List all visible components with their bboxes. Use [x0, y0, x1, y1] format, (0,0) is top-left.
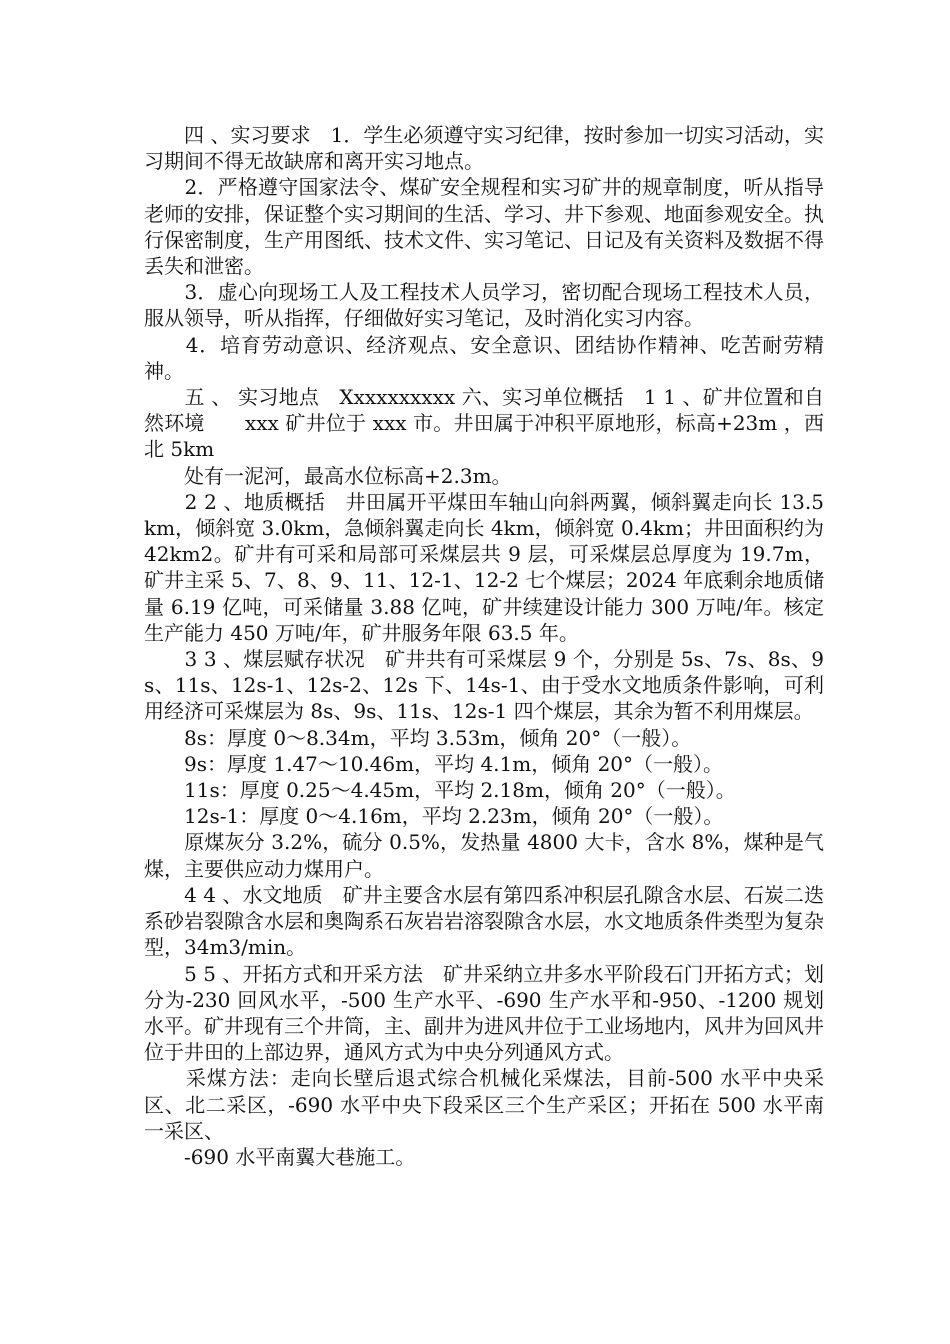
paragraph-mining-method: 采煤方法：走向长壁后退式综合机械化采煤法，目前-500 水平中央采区、北二采区，-690 水平中央下段采区三个生产采区；开拓在 500 水平南一采区、 — [144, 1066, 824, 1143]
paragraph-river: 处有一泥河，最高水位标高+2.3m。 — [144, 463, 512, 488]
paragraph-coal-quality: 原煤灰分 3.2%，硫分 0.5%，发热量 4800 大卡，含水 8%，煤种是气煤，主要供应动力煤用户。 — [144, 830, 824, 881]
paragraph-seam-12s-1: 12s-1：厚度 0～4.16m，平均 2.23m，倾角 20°（一般）。 — [144, 804, 724, 829]
paragraph-development-method: 5 5 、开拓方式和开采方法 矿井采纳立井多水平阶段石门开拓方式；划分为-230 回风水平，-500 生产水平、-690 生产水平和-950、-1200 规划水平。矿井现有三个井筒，主、副井为进风井位于工业场地内，风井为回风井位于井田的上部边界，通风方式为中央分列通风方式。 — [144, 961, 824, 1065]
paragraph-internship-requirements-2: 2．严格遵守国家法令、煤矿安全规程和实习矿井的规章制度，听从指导老师的安排，保证整个实习期间的生活、学习、井下参观、地面参观安全。执行保密制度，生产用图纸、技术文件、实习笔记、日记及有关资料及数据不得丢失和泄密。 — [144, 175, 824, 279]
paragraph-internship-requirements-3: 3．虚心向现场工人及工程技术人员学习，密切配合现场工程技术人员，服从领导，听从指挥，仔细做好实习笔记，及时消化实习内容。 — [144, 280, 824, 331]
paragraph-internship-requirements-4: 4．培育劳动意识、经济观点、安全意识、团结协作精神、吃苦耐劳精神。 — [144, 332, 824, 383]
paragraph-seam-8s: 8s：厚度 0～8.34m，平均 3.53m，倾角 20°（一般）。 — [144, 725, 692, 750]
paragraph-geology: 2 2 、地质概括 井田属开平煤田车轴山向斜两翼，倾斜翼走向长 13.5km，倾斜宽 3.0km，急倾斜翼走向长 4km，倾斜宽 0.4km；井田面积约为 42km2。矿井有可采和局部可采煤层共 9 层，可采煤层总厚度为 19.7m，矿井主采 5、7、8、9、11、12-1、12-2 七个煤层；2024 年底剩余地质储量 6.19 亿吨，可采储量 3.88 亿吨，矿井续建设计能力 300 万吨/年。核定生产能力 450 万吨/年，矿井服务年限 63.5 年。 — [144, 489, 831, 645]
paragraph-roadway-construction: -690 水平南翼大巷施工。 — [144, 1144, 416, 1169]
paragraph-coal-seams: 3 3 、煤层赋存状况 矿井共有可采煤层 9 个，分别是 5s、7s、8s、9s、11s、12s-1、12s-2、12s 下、14s-1、由于受水文地质条件影响，可利用经济可采煤层为 8s、9s、11s、12s-1 四个煤层，其余为暂不利用煤层。 — [144, 647, 824, 724]
paragraph-hydrogeology: 4 4 、水文地质 矿井主要含水层有第四系冲积层孔隙含水层、石炭二迭系砂岩裂隙含水层和奥陶系石灰岩岩溶裂隙含水层，水文地质条件类型为复杂型，34m3/min。 — [144, 882, 824, 960]
document-body — [144, 122, 831, 1170]
paragraph-location-and-overview: 五 、 实习地点 Xxxxxxxxxx 六、实习单位概括 1 1 、矿井位置和自然环境 xxx 矿井位于 xxx 市。井田属于冲积平原地形，标高+23m ，西北 5km — [144, 385, 824, 462]
paragraph-internship-requirements-1: 四 、实习要求 1．学生必须遵守实习纪律，按时参加一切实习活动，实习期间不得无故缺席和离开实习地点。 — [144, 123, 824, 174]
paragraph-seam-11s: 11s：厚度 0.25～4.45m，平均 2.18m，倾角 20°（一般）。 — [144, 778, 736, 803]
paragraph-seam-9s: 9s：厚度 1.47～10.46m，平均 4.1m，倾角 20°（一般）。 — [144, 751, 724, 776]
